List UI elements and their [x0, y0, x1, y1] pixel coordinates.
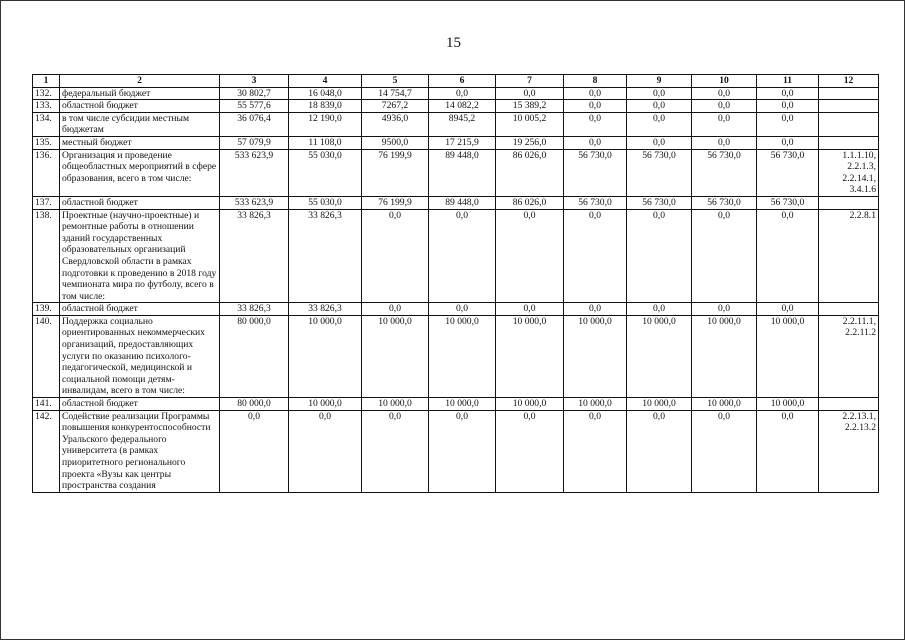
value-cell: 36 076,4	[220, 112, 289, 136]
header-cell: 5	[362, 75, 429, 88]
value-cell: 0,0	[627, 136, 692, 149]
row-number-cell: 133.	[33, 100, 60, 113]
value-cell: 0,0	[692, 112, 757, 136]
table-row	[33, 100, 879, 113]
row-name-cell: Проектные (научно-проектные) и ремонтные работы в отношении зданий государственных образовательных организаций Свердловской области в рамках подготовки к проведению в 2018 году чемпионата мира по футболу, всего в том числе:	[60, 209, 220, 303]
table-row	[33, 112, 879, 136]
value-cell: 0,0	[627, 87, 692, 100]
reference-cell	[819, 303, 879, 316]
table-row	[33, 87, 879, 100]
value-cell: 533 623,9	[220, 149, 289, 196]
value-cell: 533 623,9	[220, 196, 289, 209]
value-cell: 0,0	[692, 209, 757, 303]
value-cell: 10 000,0	[496, 398, 564, 411]
value-cell: 0,0	[362, 209, 429, 303]
value-cell: 0,0	[757, 303, 819, 316]
table-row	[33, 196, 879, 209]
value-cell: 18 839,0	[289, 100, 362, 113]
header-cell: 3	[220, 75, 289, 88]
reference-item: 2.2.11.1,	[842, 315, 876, 327]
value-cell: 11 108,0	[289, 136, 362, 149]
value-cell: 0,0	[496, 303, 564, 316]
value-cell: 56 730,0	[757, 196, 819, 209]
value-cell: 76 199,9	[362, 149, 429, 196]
header-cell: 9	[627, 75, 692, 88]
value-cell: 0,0	[757, 209, 819, 303]
row-number-cell: 132.	[33, 87, 60, 100]
value-cell: 56 730,0	[627, 196, 692, 209]
table-header-row	[33, 75, 879, 88]
header-cell: 4	[289, 75, 362, 88]
value-cell: 16 048,0	[289, 87, 362, 100]
reference-cell	[819, 398, 879, 411]
value-cell: 10 000,0	[289, 315, 362, 397]
row-number-cell: 141.	[33, 398, 60, 411]
value-cell: 10 000,0	[362, 315, 429, 397]
value-cell: 0,0	[564, 410, 627, 492]
value-cell: 86 026,0	[496, 196, 564, 209]
value-cell: 10 000,0	[757, 315, 819, 397]
value-cell: 4936,0	[362, 112, 429, 136]
value-cell: 0,0	[496, 209, 564, 303]
header-cell: 10	[692, 75, 757, 88]
header-cell: 12	[819, 75, 879, 88]
value-cell: 10 000,0	[496, 315, 564, 397]
value-cell: 33 826,3	[220, 209, 289, 303]
table-row	[33, 303, 879, 316]
value-cell: 0,0	[692, 410, 757, 492]
value-cell: 0,0	[496, 410, 564, 492]
value-cell: 0,0	[289, 410, 362, 492]
value-cell: 0,0	[429, 303, 496, 316]
value-cell: 86 026,0	[496, 149, 564, 196]
reference-item: 2.2.13.1,	[842, 410, 876, 422]
value-cell: 12 190,0	[289, 112, 362, 136]
value-cell: 0,0	[220, 410, 289, 492]
table-row	[33, 136, 879, 149]
header-cell: 8	[564, 75, 627, 88]
value-cell: 0,0	[692, 100, 757, 113]
value-cell: 33 826,3	[220, 303, 289, 316]
value-cell: 10 000,0	[289, 398, 362, 411]
row-number-cell: 138.	[33, 209, 60, 303]
value-cell: 55 030,0	[289, 196, 362, 209]
table-body	[33, 75, 879, 493]
value-cell: 0,0	[692, 87, 757, 100]
value-cell: 17 215,9	[429, 136, 496, 149]
reference-cell	[819, 149, 879, 196]
table-row	[33, 149, 879, 196]
row-number-cell: 139.	[33, 303, 60, 316]
value-cell: 0,0	[564, 209, 627, 303]
value-cell: 0,0	[757, 100, 819, 113]
header-cell: 2	[60, 75, 220, 88]
value-cell: 0,0	[429, 87, 496, 100]
value-cell: 0,0	[627, 100, 692, 113]
value-cell: 0,0	[362, 410, 429, 492]
value-cell: 15 389,2	[496, 100, 564, 113]
value-cell: 57 079,9	[220, 136, 289, 149]
row-name-cell: в том числе субсидии местным бюджетам	[60, 112, 220, 136]
reference-item: 1.1.1.10,	[842, 149, 876, 161]
value-cell: 56 730,0	[564, 149, 627, 196]
reference-item: 2.2.1.3,	[847, 161, 876, 173]
row-name-cell: местный бюджет	[60, 136, 220, 149]
value-cell: 55 030,0	[289, 149, 362, 196]
header-cell: 7	[496, 75, 564, 88]
header-cell: 6	[429, 75, 496, 88]
row-name-cell: областной бюджет	[60, 196, 220, 209]
row-name-cell: федеральный бюджет	[60, 87, 220, 100]
value-cell: 89 448,0	[429, 149, 496, 196]
row-number-cell: 142.	[33, 410, 60, 492]
value-cell: 56 730,0	[757, 149, 819, 196]
value-cell: 0,0	[692, 303, 757, 316]
value-cell: 10 000,0	[757, 398, 819, 411]
value-cell: 10 000,0	[429, 315, 496, 397]
reference-item: 2.2.8.1	[849, 209, 876, 221]
value-cell: 0,0	[564, 303, 627, 316]
reference-cell	[819, 410, 879, 492]
reference-cell	[819, 100, 879, 113]
value-cell: 0,0	[564, 136, 627, 149]
value-cell: 0,0	[564, 87, 627, 100]
row-number-cell: 135.	[33, 136, 60, 149]
row-number-cell: 137.	[33, 196, 60, 209]
value-cell: 0,0	[627, 209, 692, 303]
value-cell: 0,0	[429, 410, 496, 492]
value-cell: 10 000,0	[627, 398, 692, 411]
value-cell: 7267,2	[362, 100, 429, 113]
value-cell: 33 826,3	[289, 303, 362, 316]
value-cell: 0,0	[757, 136, 819, 149]
value-cell: 33 826,3	[289, 209, 362, 303]
reference-item: 2.2.11.2	[845, 327, 876, 339]
value-cell: 56 730,0	[564, 196, 627, 209]
value-cell: 10 000,0	[692, 398, 757, 411]
value-cell: 9500,0	[362, 136, 429, 149]
value-cell: 0,0	[564, 112, 627, 136]
value-cell: 8945,2	[429, 112, 496, 136]
reference-item: 3.4.1.6	[849, 184, 876, 196]
row-number-cell: 134.	[33, 112, 60, 136]
header-cell: 11	[757, 75, 819, 88]
page-number: 15	[446, 35, 461, 51]
value-cell: 0,0	[692, 136, 757, 149]
row-name-cell: областной бюджет	[60, 100, 220, 113]
table-row	[33, 209, 879, 303]
reference-cell	[819, 315, 879, 397]
row-name-cell: Поддержка социально ориентированных некоммерческих организаций, предоставляющих услуги по оказанию психолого-педагогической, медицинской и социальной помощи детям-инвалидам, всего в том числе:	[60, 315, 220, 397]
value-cell: 56 730,0	[692, 149, 757, 196]
value-cell: 14 082,2	[429, 100, 496, 113]
reference-cell	[819, 209, 879, 303]
value-cell: 0,0	[362, 303, 429, 316]
header-cell: 1	[33, 75, 60, 88]
value-cell: 0,0	[496, 87, 564, 100]
reference-item: 2.2.14.1,	[842, 172, 876, 184]
value-cell: 0,0	[627, 303, 692, 316]
value-cell: 10 000,0	[564, 315, 627, 397]
reference-cell	[819, 112, 879, 136]
row-name-cell: Содействие реализации Программы повышения конкурентоспособности Уральского федерального университета (в рамках приоритетного регионального проекта «Вузы как центры пространства создания	[60, 410, 220, 492]
value-cell: 0,0	[757, 410, 819, 492]
value-cell: 10 005,2	[496, 112, 564, 136]
row-name-cell: областной бюджет	[60, 303, 220, 316]
value-cell: 56 730,0	[692, 196, 757, 209]
row-name-cell: областной бюджет	[60, 398, 220, 411]
table-row	[33, 410, 879, 492]
value-cell: 30 802,7	[220, 87, 289, 100]
value-cell: 19 256,0	[496, 136, 564, 149]
value-cell: 0,0	[627, 112, 692, 136]
row-number-cell: 140.	[33, 315, 60, 397]
reference-cell	[819, 136, 879, 149]
value-cell: 0,0	[429, 209, 496, 303]
value-cell: 0,0	[757, 112, 819, 136]
table-row	[33, 315, 879, 397]
row-number-cell: 136.	[33, 149, 60, 196]
reference-cell	[819, 196, 879, 209]
value-cell: 80 000,0	[220, 315, 289, 397]
value-cell: 0,0	[627, 410, 692, 492]
value-cell: 10 000,0	[429, 398, 496, 411]
table-row	[33, 398, 879, 411]
value-cell: 56 730,0	[627, 149, 692, 196]
value-cell: 89 448,0	[429, 196, 496, 209]
reference-cell	[819, 87, 879, 100]
value-cell: 80 000,0	[220, 398, 289, 411]
value-cell: 10 000,0	[627, 315, 692, 397]
value-cell: 10 000,0	[692, 315, 757, 397]
reference-item: 2.2.13.2	[844, 422, 876, 434]
value-cell: 10 000,0	[564, 398, 627, 411]
value-cell: 55 577,6	[220, 100, 289, 113]
value-cell: 0,0	[757, 87, 819, 100]
value-cell: 14 754,7	[362, 87, 429, 100]
row-name-cell: Организация и проведение общеобластных мероприятий в сфере образования, всего в том числе:	[60, 149, 220, 196]
value-cell: 76 199,9	[362, 196, 429, 209]
value-cell: 10 000,0	[362, 398, 429, 411]
budget-table	[32, 74, 879, 493]
value-cell: 0,0	[564, 100, 627, 113]
